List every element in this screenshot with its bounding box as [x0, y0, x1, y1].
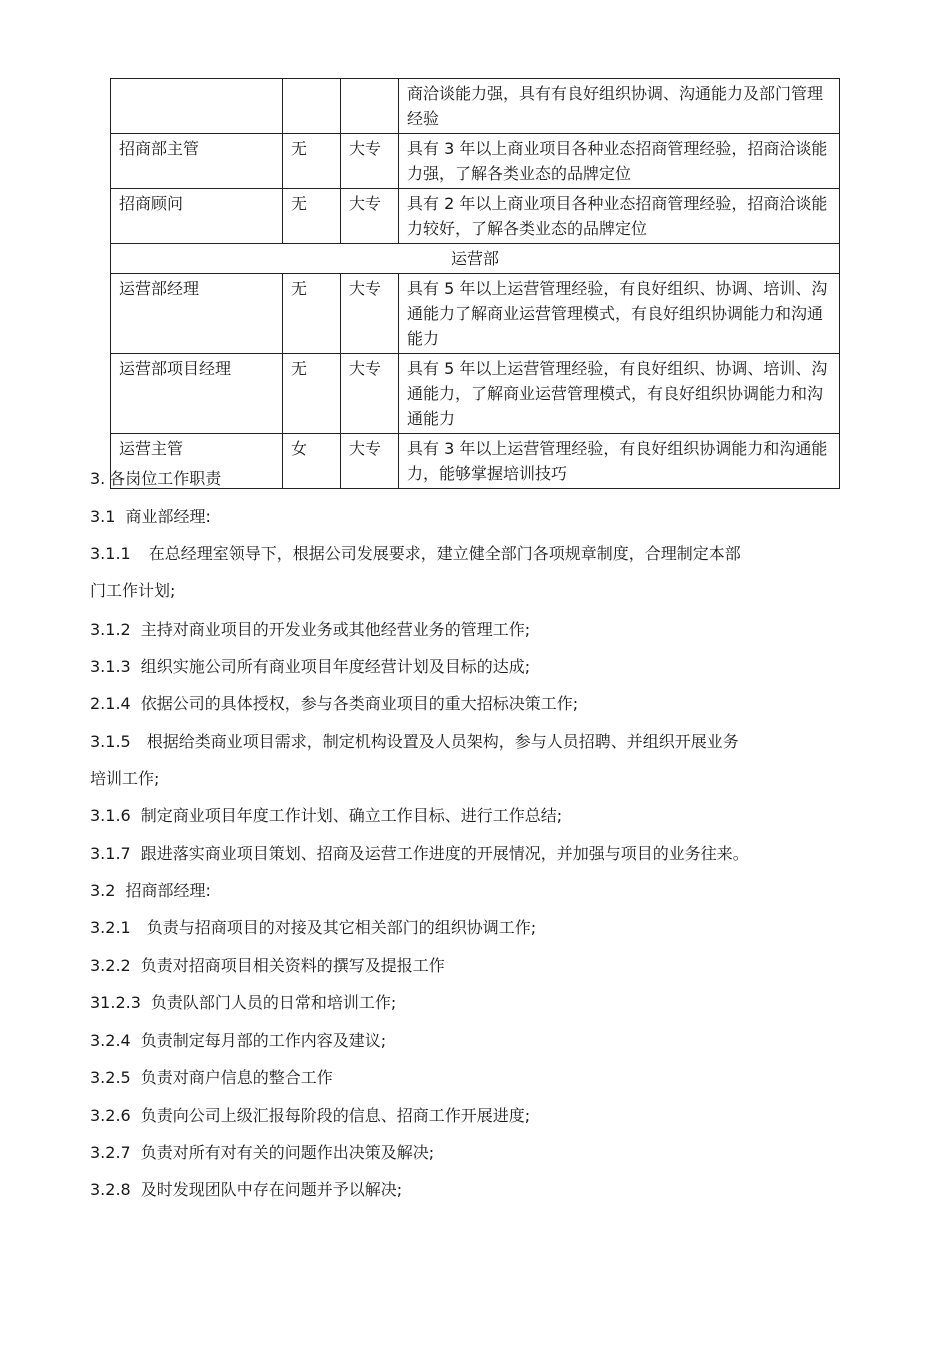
list-item: 3.1.1 在总经理室领导下，根据公司发展要求，建立健全部门各项规章制度，合理制定本部 — [90, 544, 741, 563]
list-item: 3.1.7 跟进落实商业项目策划、招商及运营工作进度的开展情况，并加强与项目的业务往来。 — [90, 844, 749, 863]
list-item: 3.1.6 制定商业项目年度工作计划、确立工作目标、进行工作总结; — [90, 806, 563, 825]
gender-cell: 无 — [283, 189, 341, 244]
position-cell: 招商部主管 — [111, 134, 283, 189]
gender-cell — [283, 79, 341, 134]
list-item: 3.1.3 组织实施公司所有商业项目年度经营计划及目标的达成; — [90, 657, 531, 676]
education-cell: 大专 — [341, 189, 399, 244]
requirement-cell: 具有 5 年以上运营管理经验，有良好组织、协调、培训、沟通能力，了解商业运营管理模式，有良好组织协调能力和沟通能力 — [399, 354, 840, 434]
list-item: 3.2.8 及时发现团队中存在问题并予以解决; — [90, 1180, 403, 1199]
position-cell: 运营部经理 — [111, 274, 283, 354]
department-row — [111, 244, 840, 274]
education-cell: 大专 — [341, 274, 399, 354]
position-cell — [111, 79, 283, 134]
list-item-continuation: 门工作计划; — [90, 581, 176, 600]
requirement-cell: 具有 2 年以上商业项目各种业态招商管理经验，招商洽谈能力较好，了解各类业态的品牌定位 — [399, 189, 840, 244]
education-cell: 大专 — [341, 134, 399, 189]
list-item: 2.1.4 依据公司的具体授权，参与各类商业项目的重大招标决策工作; — [90, 694, 579, 713]
gender-cell: 无 — [283, 274, 341, 354]
list-item-continuation: 培训工作; — [90, 769, 160, 788]
list-item: 3.1.5 根据给类商业项目需求，制定机构设置及人员架构，参与人员招聘、并组织开展业务 — [90, 732, 739, 751]
section-heading: 3. 各岗位工作职责 — [90, 469, 222, 488]
list-item: 3.2.4 负责制定每月部的工作内容及建议; — [90, 1031, 387, 1050]
table-row — [111, 354, 840, 434]
table-row — [111, 79, 840, 134]
position-cell: 运营主管 — [111, 434, 283, 489]
table-row — [111, 189, 840, 244]
gender-cell: 女 — [283, 434, 341, 489]
requirement-cell: 具有 5 年以上运营管理经验，有良好组织、协调、培训、沟通能力了解商业运营管理模式，有良好组织协调能力和沟通能力 — [399, 274, 840, 354]
table-row — [111, 134, 840, 189]
position-cell: 运营部项目经理 — [111, 354, 283, 434]
gender-cell: 无 — [283, 134, 341, 189]
subsection-heading: 3.2 招商部经理: — [90, 881, 211, 900]
list-item: 3.2.5 负责对商户信息的整合工作 — [90, 1068, 333, 1087]
education-cell: 大专 — [341, 434, 399, 489]
gender-cell: 无 — [283, 354, 341, 434]
list-item: 31.2.3 负责队部门人员的日常和培训工作; — [90, 993, 397, 1012]
education-cell — [341, 79, 399, 134]
list-item: 3.1.2 主持对商业项目的开发业务或其他经营业务的管理工作; — [90, 620, 531, 639]
education-cell: 大专 — [341, 354, 399, 434]
table-row — [111, 274, 840, 354]
department-header: 运营部 — [111, 244, 840, 274]
requirement-cell: 具有 3 年以上商业项目各种业态招商管理经验，招商洽谈能力强，了解各类业态的品牌定位 — [399, 134, 840, 189]
requirement-cell: 具有 3 年以上运营管理经验，有良好组织协调能力和沟通能力，能够掌握培训技巧 — [399, 434, 840, 489]
position-requirements-table — [110, 78, 840, 489]
list-item: 3.2.2 负责对招商项目相关资料的撰写及提报工作 — [90, 956, 445, 975]
position-cell: 招商顾问 — [111, 189, 283, 244]
subsection-heading: 3.1 商业部经理: — [90, 507, 211, 526]
list-item: 3.2.6 负责向公司上级汇报每阶段的信息、招商工作开展进度; — [90, 1106, 531, 1125]
list-item: 3.2.7 负责对所有对有关的问题作出决策及解决; — [90, 1143, 435, 1162]
requirement-cell: 商洽谈能力强，具有有良好组织协调、沟通能力及部门管理经验 — [399, 79, 840, 134]
list-item: 3.2.1 负责与招商项目的对接及其它相关部门的组织协调工作; — [90, 918, 537, 937]
